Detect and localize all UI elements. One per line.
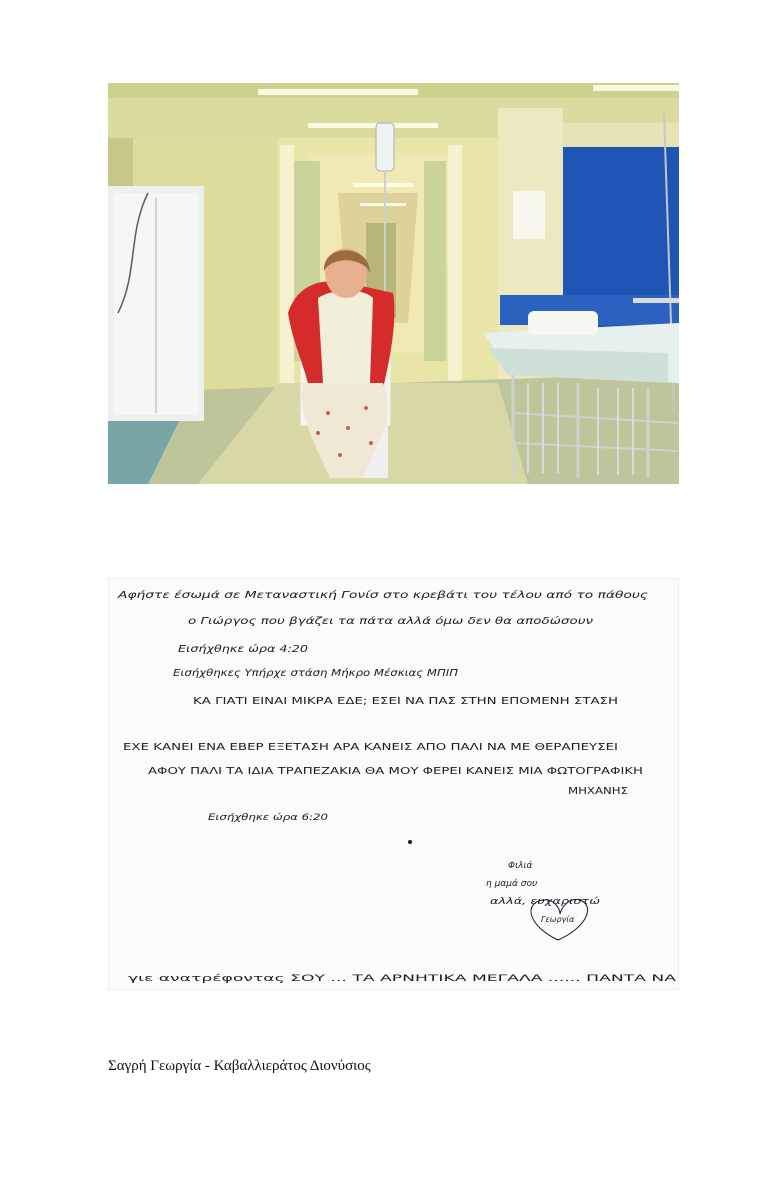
hospital-photo: [108, 83, 679, 484]
ink-dot: [408, 840, 412, 844]
note-line-12: αλλά, ευχαριστώ: [490, 897, 567, 907]
note-line-9: Εισήχθηκε ώρα 6:20: [208, 813, 300, 823]
handwritten-note: [108, 578, 679, 990]
note-line-7: ΑΦΟΥ ΠΑΛΙ ΤΑ ΙΔΙΑ ΤΡΑΠΕΖΑΚΙΑ ΘΑ ΜΟΥ ΦΕΡΕΙ ΚΑΝΕΙΣ ΜΙΑ ΦΩΤΟΓΡΑΦΙΚΗ: [148, 766, 643, 777]
note-line-1: Αφήστε έσωμά σε Μεταναστική Γονίσ στο κρεβάτι του τέλου από το πάθους: [118, 590, 503, 601]
note-line-8: ΜΗΧΑΝΗΣ: [568, 786, 628, 797]
heart-signature: Γεωργία: [541, 915, 575, 924]
note-line-11: η μαμά σου: [486, 879, 538, 889]
photo-credit-caption: Σαγρή Γεωργία - Καβαλλιεράτος Διονύσιος: [108, 1058, 371, 1074]
hospital-corridor-illustration: [108, 83, 679, 484]
note-line-4: Εισήχθηκες Υπήρχε στάση Μήκρο Μέσκιας ΜΠΙΠ: [173, 668, 417, 679]
note-line-10: Φιλιά: [508, 861, 533, 871]
note-line-6: ΕΧΕ ΚΑΝΕΙ ΕΝΑ ΕΒΕΡ ΕΞΕΤΑΣΗ ΑΡΑ ΚΑΝΕΙΣ ΑΠΟ ΠΑΛΙ ΝΑ ΜΕ ΘΕΡΑΠΕΥΣΕΙ: [123, 742, 618, 753]
note-line-5: ΚΑ ΓΙΑΤΙ ΕΙΝΑΙ ΜΙΚΡΑ ΕΔΕ; ΕΣΕΙ ΝΑ ΠΑΣ ΣΤΗΝ ΕΠΟΜΕΝΗ ΣΤΑΣΗ: [193, 696, 618, 707]
note-line-2: ο Γιώργος που βγάζει τα πάτα αλλά όμω δεν θα αποδώσουν: [188, 616, 490, 627]
note-line-14: γιε ανατρέφοντας ΣΟΥ ... ΤΑ ΑΡΝΗΤΙΚΑ ΜΕΓΑΛΑ ...... ΠΑΝΤΑ ΝΑ: [128, 974, 416, 984]
handwritten-note-lines: [108, 578, 679, 990]
note-line-3: Εισήχθηκε ώρα 4:20: [178, 644, 281, 655]
